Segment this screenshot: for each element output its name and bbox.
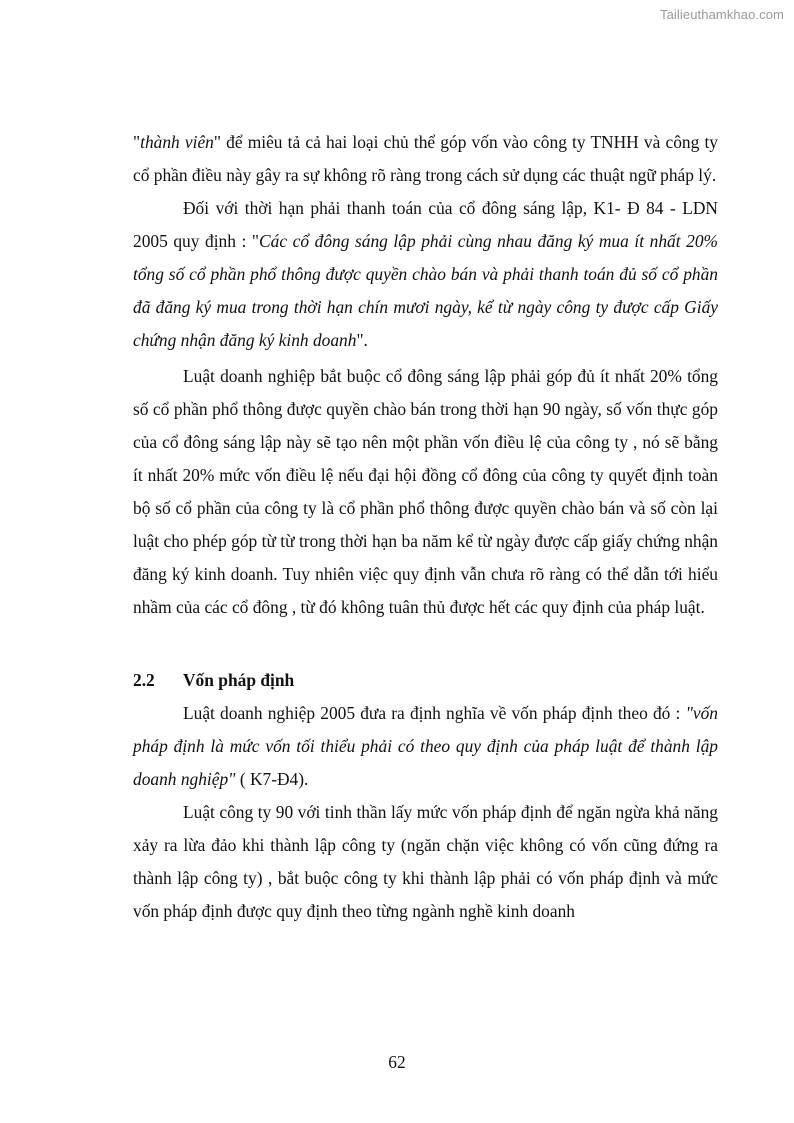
paragraph-3: Luật doanh nghiệp bắt buộc cổ đông sáng lập phải góp đủ ít nhất 20% tổng số cổ phần phổ thông được quyền chào bán trong thời hạn 90 ngày, số vốn thực góp của cổ đông sáng lập này sẽ tạo nên một phần vốn điều lệ của công ty , nó sẽ bằng ít nhất 20% mức vốn điều lệ nếu đại hội đồng cổ đông của công ty quyết định toàn bộ số cổ phần của công ty là cổ phần phổ thông được quyền chào bán và số còn lại luật cho phép góp từ từ trong thời hạn ba năm kể từ ngày được cấp giấy chứng nhận đăng ký kinh doanh. Tuy nhiên việc quy định vẫn chưa rõ ràng có thể dẫn tới hiểu nhầm của các cổ đông , từ đó không tuân thủ được hết các quy định của pháp luật. [133,366,718,617]
italic-term: thành viên [140,132,214,152]
paragraph-4-intro: Luật doanh nghiệp 2005 đưa ra định nghĩa về vốn pháp định theo đó : [183,703,686,723]
section-number: 2.2 [133,670,155,690]
paragraph-1 [133,126,718,192]
paragraph-2-end: ". [356,330,368,350]
paragraph-4 [133,697,718,796]
quote-mark: " [133,132,141,152]
page-body [133,126,718,928]
page-number: 62 [388,1052,406,1072]
paragraph-2-quote: Các cổ đông sáng lập phải cùng nhau đăng ký mua ít nhất 20% tổng số cổ phần phổ thông được quyền chào bán và phải thanh toán đủ số cổ phần đã đăng ký mua trong thời hạn chín mươi ngày, kể từ ngày công ty được cấp Giấy chứng nhận đăng ký kinh doanh [133,231,719,350]
watermark: Tailieuthamkhao.com [659,7,784,22]
section-heading [133,664,718,697]
paragraph-5: Luật công ty 90 với tinh thần lấy mức vốn pháp định để ngăn ngừa khả năng xảy ra lừa đảo khi thành lập công ty (ngăn chặn việc không có vốn cũng đứng ra thành lập công ty) , bắt buộc công ty khi thành lập phải có vốn pháp định và mức vốn pháp định được quy định theo từng ngành nghề kinh doanh [133,802,718,921]
paragraph-4-citation: ( K7-Đ4). [235,769,309,789]
paragraph-1-text: " để miêu tả cả hai loại chủ thể góp vốn vào công ty TNHH và công ty cổ phần điều này gây ra sự không rõ ràng trong cách sử dụng các thuật ngữ pháp lý. [133,132,718,185]
paragraph-4-definition: "vốn pháp định là mức vốn tối thiểu phải có theo quy định của pháp luật để thành lập doanh nghiệp" [133,703,718,789]
paragraph-2-intro: Đối với thời hạn phải thanh toán của cổ đông sáng lập, K1- Đ 84 - LDN 2005 quy định : " [133,198,718,251]
paragraph-2 [133,192,718,357]
section-title: Vốn pháp định [183,670,295,690]
